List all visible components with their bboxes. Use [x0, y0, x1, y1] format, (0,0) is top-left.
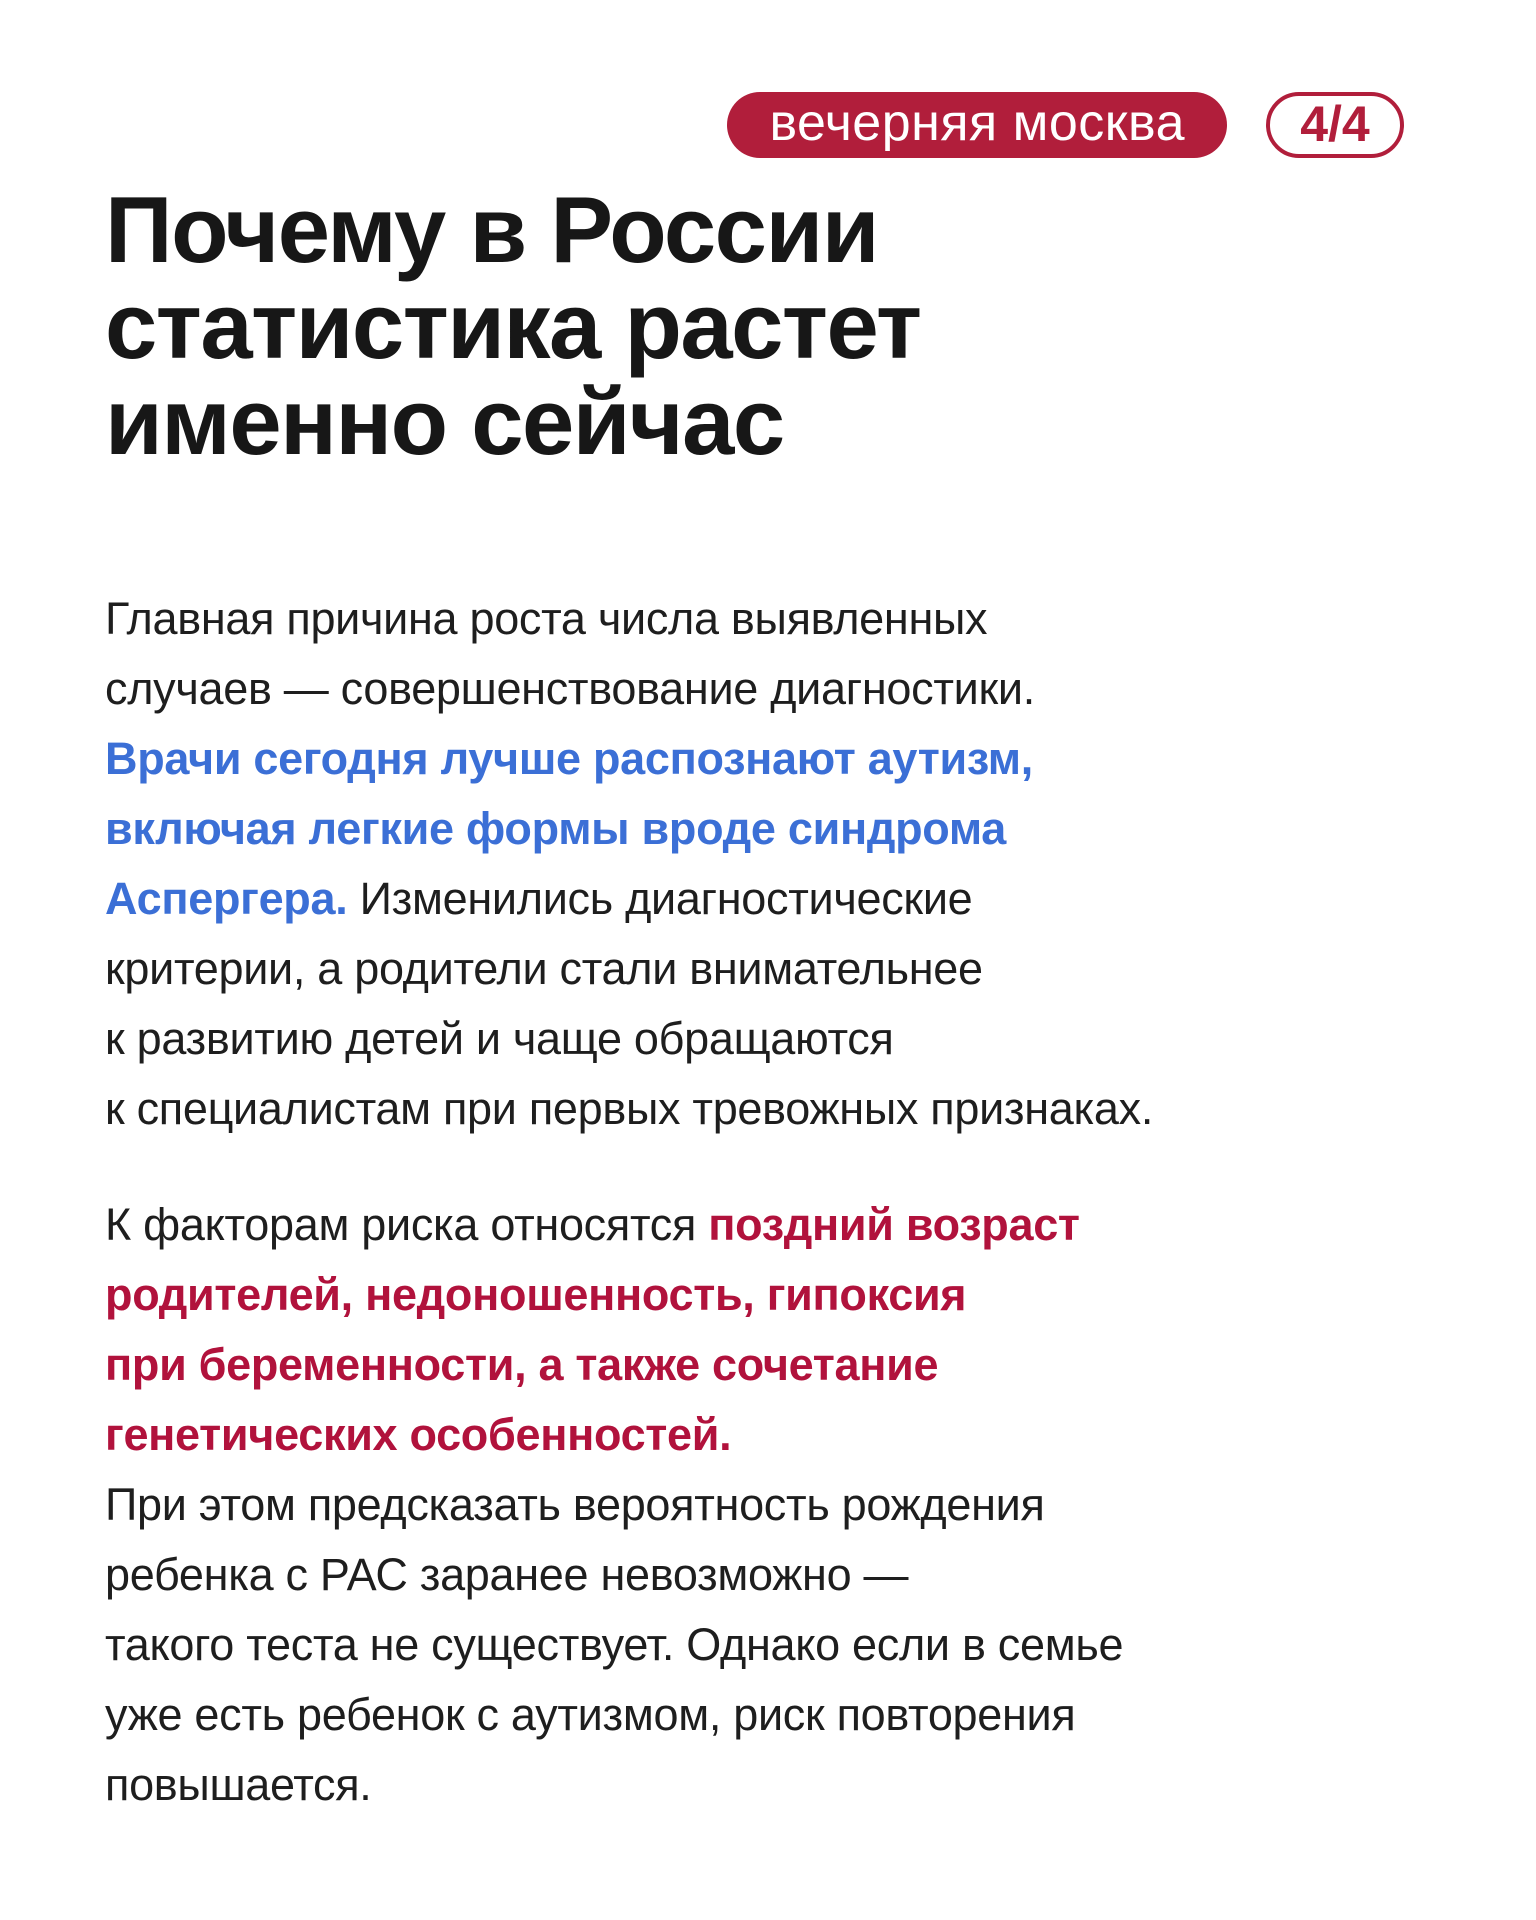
title-line-2: статистика растет: [105, 273, 921, 378]
text-segment-red: генетических особенностей.: [105, 1409, 732, 1460]
header: [0, 92, 1404, 158]
paragraph-diagnostics: [105, 584, 1445, 1144]
text-segment-normal: уже есть ребенок с аутизмом, риск повторения: [105, 1689, 1076, 1740]
text-segment-red: поздний возраст: [708, 1199, 1080, 1250]
text-segment-red: родителей, недоношенность, гипоксия: [105, 1269, 967, 1320]
text-segment-normal: Изменились диагностические: [347, 873, 973, 924]
text-segment-normal: При этом предсказать вероятность рождения: [105, 1479, 1045, 1530]
text-segment-normal: К факторам риска относятся: [105, 1199, 709, 1250]
text-segment-blue: включая легкие формы вроде синдрома: [105, 803, 1006, 854]
text-segment-normal: Главная причина роста числа выявленных: [105, 593, 988, 644]
text-segment-blue: Врачи сегодня лучше распознают аутизм,: [105, 733, 1033, 784]
text-segment-blue: Аспергера.: [105, 873, 348, 924]
text-segment-normal: повышается.: [105, 1759, 372, 1810]
title-line-3: именно сейчас: [105, 369, 784, 474]
brand-badge-label: вечерняя москва: [769, 94, 1185, 152]
page-indicator-label: 4/4: [1300, 96, 1370, 152]
text-segment-red: при беременности, а также сочетание: [105, 1339, 939, 1390]
paragraph-risk-factors: [105, 1190, 1445, 1820]
text-segment-normal: к развитию детей и чаще обращаются: [105, 1013, 894, 1064]
title-line-1: Почему в России: [105, 177, 879, 282]
text-segment-normal: ребенка с РАС заранее невозможно —: [105, 1549, 909, 1600]
brand-badge: [727, 92, 1227, 158]
text-segment-normal: к специалистам при первых тревожных признаках.: [105, 1083, 1154, 1134]
page-title: [105, 158, 921, 474]
article-body: [105, 584, 1445, 1820]
page-indicator-pill: [1266, 92, 1404, 158]
text-segment-normal: случаев — совершенствование диагностики.: [105, 663, 1035, 714]
text-segment-normal: критерии, а родители стали внимательнее: [105, 943, 983, 994]
text-segment-normal: такого теста не существует. Однако если в семье: [105, 1619, 1124, 1670]
